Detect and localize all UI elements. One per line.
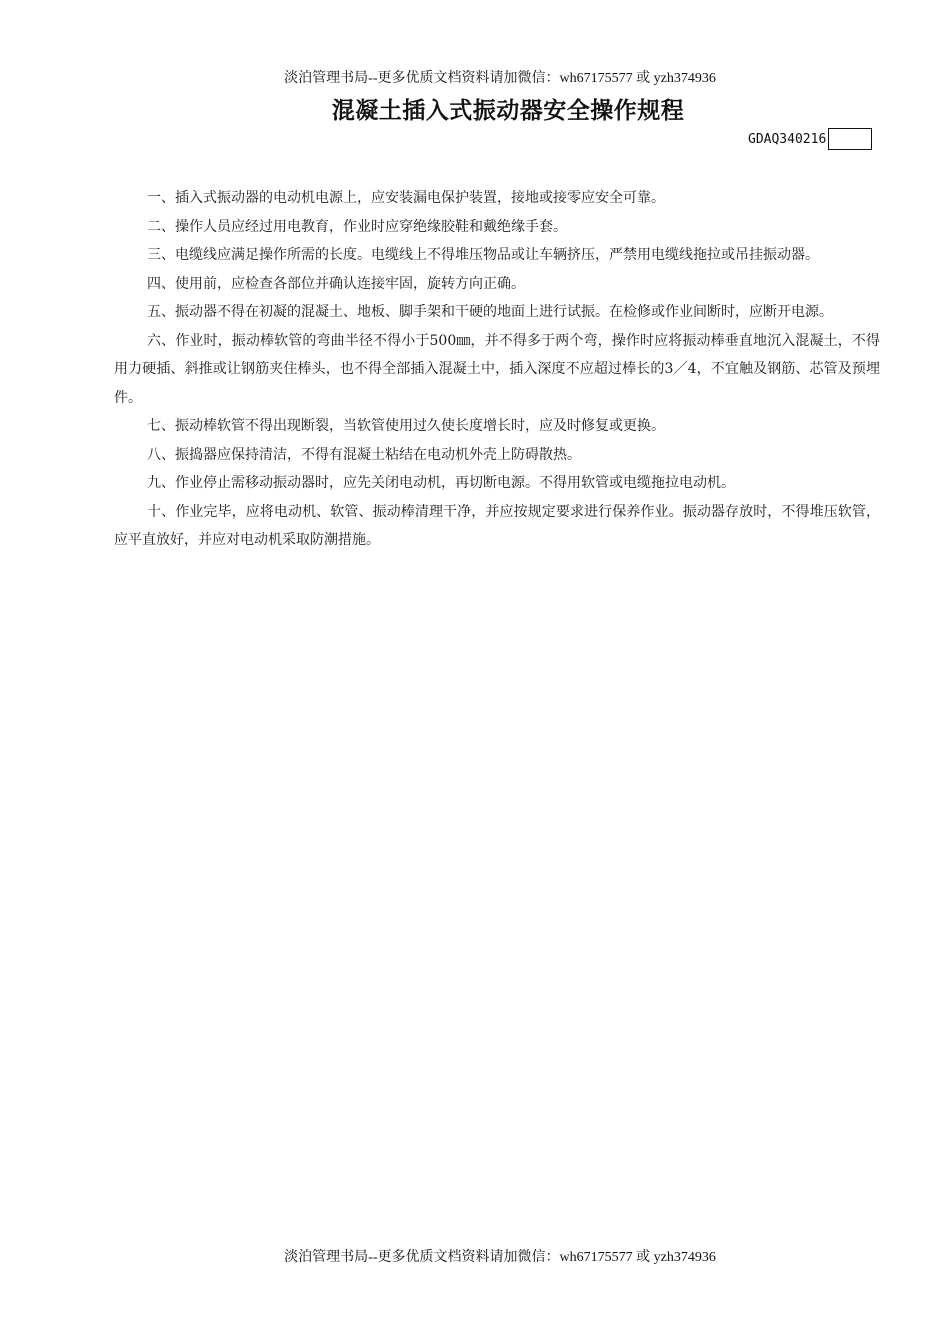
doc-code-row bbox=[748, 128, 872, 150]
paragraph: 十、作业完毕，应将电动机、软管、振动棒清理干净，并应按规定要求进行保养作业。振动器存放时，不得堆压软管，应平直放好，并应对电动机采取防潮措施。 bbox=[114, 503, 880, 548]
paragraph: 六、作业时，振动棒软管的弯曲半径不得小于500㎜，并不得多于两个弯，操作时应将振动棒垂直地沉入混凝土，不得用力硬插、斜推或让钢筋夹住棒头，也不得全部插入混凝土中，插入深度不应超过棒长的3／4，不宜触及钢筋、芯管及预埋件。 bbox=[114, 332, 880, 406]
paragraph: 七、振动棒软管不得出现断裂，当软管使用过久使长度增长时，应及时修复或更换。 bbox=[147, 418, 665, 434]
footer-note: 淡泊管理书局--更多优质文档资料请加微信：wh67175577 或 yzh374936 bbox=[284, 1250, 716, 1265]
paragraph: 八、振捣器应保持清洁，不得有混凝土粘结在电动机外壳上防碍散热。 bbox=[147, 446, 581, 463]
document-body bbox=[114, 184, 880, 555]
doc-code-box bbox=[828, 128, 872, 150]
paragraph: 四、使用前，应检查各部位并确认连接牢固，旋转方向正确。 bbox=[147, 275, 525, 292]
header-note: 淡泊管理书局--更多优质文档资料请加微信：wh67175577 或 yzh374936 bbox=[284, 71, 716, 86]
paragraph: 二、操作人员应经过用电教育，作业时应穿绝缘胶鞋和戴绝缘手套。 bbox=[147, 218, 567, 235]
paragraph: 五、振动器不得在初凝的混凝土、地板、脚手架和干硬的地面上进行试振。在检修或作业间断时，应断开电源。 bbox=[147, 304, 833, 320]
paragraph: 一、插入式振动器的电动机电源上，应安装漏电保护装置，接地或接零应安全可靠。 bbox=[147, 190, 665, 206]
doc-code: GDAQ340216 bbox=[748, 131, 827, 147]
page-title: 混凝土插入式振动器安全操作规程 bbox=[331, 98, 685, 124]
paragraph: 三、电缆线应满足操作所需的长度。电缆线上不得堆压物品或让车辆挤压，严禁用电缆线拖拉或吊挂振动器。 bbox=[147, 247, 819, 263]
paragraph: 九、作业停止需移动振动器时，应先关闭电动机，再切断电源。不得用软管或电缆拖拉电动机。 bbox=[147, 475, 735, 491]
